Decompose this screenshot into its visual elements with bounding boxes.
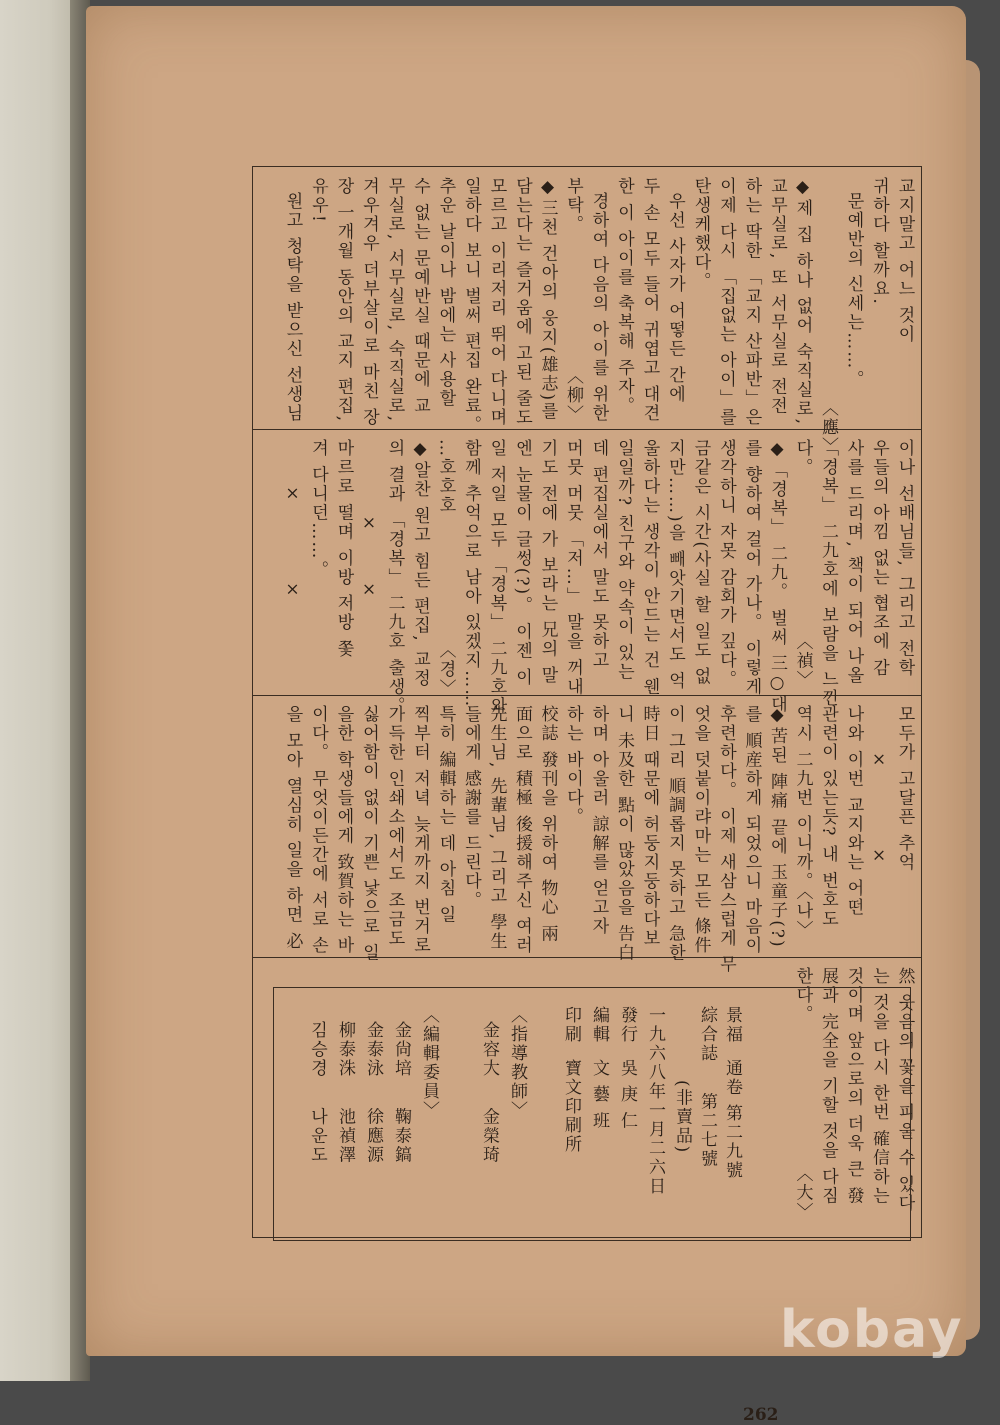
text-column: ◆제 집 하나 없어 숙직실로, [792,177,813,427]
text-column: ◆苦된 陣痛 끝에 玉童子(?) [767,705,787,949]
text-column: 한다。 〈大〉 [792,967,813,1222]
text-column: 展과 完全을 기할 것을 다짐 [818,967,838,1206]
colophon-line: (非賣品) [672,1006,692,1155]
text-column: 울하다는 생각이 안드는 건 웬 [639,439,660,697]
text-column: 사를 드리며, 책이 되어 나올 [843,439,864,686]
text-column: 〈應〉 [818,177,838,457]
colophon-line: 김승경 나운도 [307,1006,327,1165]
section-divider [253,957,921,958]
text-column: 校誌 發刊을 위하여 物心 兩 [537,705,558,944]
text-column: 부탁。 〈柳〉 [563,177,583,425]
text-column: 하며 아울러 諒解를 얻고자 [588,705,609,937]
text-column: 時日 때문에 허둥지둥하다보 [639,705,660,948]
text-column: 교무실로, 또 서무실로 전전 [767,177,787,416]
colophon-line: 〈指導教師〉 [507,1006,527,1120]
text-column: 나와 이번 교지와는 어떤 [843,705,864,918]
text-column: 이다。 무엇이든간에 서로 손 [308,705,328,956]
text-column: 겨 다니던……。 [308,439,328,580]
colophon-line: 金泰泳 徐應源 [363,1006,383,1165]
text-column: 를 順産하게 되었으니 마음이 [741,705,762,956]
text-column: 마르로 떨며 이방 저방 쫓 [333,439,354,659]
text-column: ◆三천 건아의 웅지(雄志)를 [537,177,558,422]
watermark-logo: kobay [780,1300,964,1360]
text-column: 모르고 이리저리 뛰어 다니며 [486,177,507,428]
colophon-line: 金容大 金榮琦 [479,1006,499,1165]
text-column: 관련이 있는듯? 내 번호도 [818,705,838,929]
text-column: 니 未及한 點이 많았음을 告白 [614,705,634,963]
editor-notes-section-3 [253,697,921,975]
text-column: 先生님, 先輩님, 그리고 學生 [486,705,507,952]
text-column: 탄생케했다。 [690,177,711,291]
text-column: 를 향하여 걸어 가나。 이렇게 [741,439,762,697]
text-column: 하는 딱한 「교지 산파반」은 [741,177,762,428]
text-column: 유우! [308,177,328,224]
text-column: 모두가 고달픈 추억 [894,705,915,872]
text-column: 우들의 아낌 없는 협조에 감 [869,439,889,678]
text-column: 엇을 덧붙이랴마는 모든 條件 [690,705,711,956]
colophon-line: 金尙培 鞠泰鎬 [391,1006,411,1165]
text-column: 데 편집실에서 말도 못하고 [588,439,609,671]
text-column: 面으로 積極 後援해주신 여러 [512,705,532,956]
text-column: …호호호 〈경〉 [435,439,456,698]
colophon-line: 〈編輯委員〉 [419,1006,439,1120]
text-column: 일 저일 모두 「경복」 二九호와 [486,439,507,716]
text-column: 然 웃음의 꽃을 피울 수 있다 [894,967,915,1214]
text-column: 들에게 感謝를 드린다。 [461,705,481,910]
colophon-box [273,987,911,1241]
book-page [86,6,966,1425]
text-column: 귀하다 할까요. [869,177,889,306]
colophon-line: 編輯 文 藝 班 [589,1006,609,1131]
colophon-line: 景福 通卷 第二九號 [722,1006,742,1181]
text-column: 다。 〈禎〉 [792,439,813,690]
text-column: × × [282,439,303,602]
text-column: 것이며 앞으로의 더욱 큰 發 [843,967,864,1206]
text-column: 추운 날이나 밤에는 사용할 [435,177,456,409]
text-column: 찍부터 저녁 늦게까지 번거로 [410,705,430,956]
text-column: 일일까? 친구와 약속이 있는 [614,439,634,682]
text-column: 싫어함이 없이 기쁜 낯으로 일 [359,705,379,963]
text-column: 무실로, 서무실로, 숙직실로, [384,177,405,424]
text-column: 이나 선배님들, 그리고 전학 [894,439,915,678]
page-number: 262 [743,1405,779,1425]
text-column: 을한 학생들에게 致賀하는 바 [333,705,354,956]
editor-notes-section-2 [253,431,921,716]
colophon-line: 綜合誌 第二七號 [697,1006,717,1169]
text-column: 담는다는 즐거움에 고된 줄도 [512,177,532,428]
text-column: 장 一개월 동안의 교지 편집, [333,177,354,424]
text-column: 교지말고 어느 것이 [894,177,915,344]
text-column: 「경복」 二九호에 보람을 느낀 [818,439,838,709]
text-column: 문예반의 신세는……。 [843,177,864,390]
text-column: 기도 전에 가 보라는 兄의 말 [537,439,558,686]
text-column: 경하여 다음의 아이를 위한 [588,177,609,424]
text-column: × × [359,439,379,602]
text-column: 지만……)을 빼앗기면서도 억 [665,439,685,691]
text-column: 을 모아 열심히 일을 하면 必 [282,705,303,952]
text-column: 가득한 인쇄소에서도 조금도 [384,705,405,948]
text-column: 는 것을 다시 한번 確信하는 [869,967,889,1206]
text-column: 한 이 아이를 축복해 주자。 [614,177,634,416]
text-column: ◆알찬 원고 힘든 편집, 교정 [410,439,430,689]
colophon [274,988,742,1238]
text-column: 겨우겨우 더부살이로 마친 장 [359,177,379,428]
text-column: ◆「경복」 二九。 벌써 三○대 [767,439,787,715]
text-column: 특히 編輯하는 데 아침 일 [435,705,456,925]
text-column: 두 손 모두 들어 귀엽고 대견 [639,177,660,424]
colophon-line: 印刷 寶文印刷所 [561,1006,581,1154]
text-column: 원고 청탁을 받으신 선생님 [282,177,303,424]
colophon-line: 柳泰洙 池禎澤 [335,1006,355,1165]
text-column: × × [869,705,889,868]
text-column: 엔 눈물이 글썽(?)。 이젠 이 [512,439,532,687]
colophon-line: 一九六八年一月二六日 [645,1006,665,1196]
text-column: 함께 추억으로 남아 있겠지…… [461,439,481,709]
text-column: 수 없는 문예반실 때문에 교 [410,177,430,416]
text-column: 이 그리 順調롭지 못하고 急한 [665,705,685,963]
colophon-line: 發行 吳 庚 仁 [617,1006,637,1131]
text-column: 하는 바이다。 [563,705,583,827]
text-column: 이제 다시 「집없는 아이」를 [716,177,736,428]
text-column: 머뭇 머뭇 「저…」 말을 꺼내 [563,439,583,697]
text-column: 우선 사자가 어떻든 간에 [665,177,685,405]
text-column: 후련하다。 이제 새삼스럽게 무 [716,705,736,975]
text-column: 일하다 보니 벌써 편집 완료。 [461,177,481,435]
editor-notes-section-1 [253,167,921,457]
text-column: 역시 二九번 이니까。〈나〉 [792,705,813,940]
text-column: 금같은 시간(사실 할 일도 없 [690,439,711,687]
text-column: 생각하니 자못 감회가 깊다。 [716,439,736,690]
text-column: 의 결과 「경복」 二九호 출생。 [384,439,405,716]
